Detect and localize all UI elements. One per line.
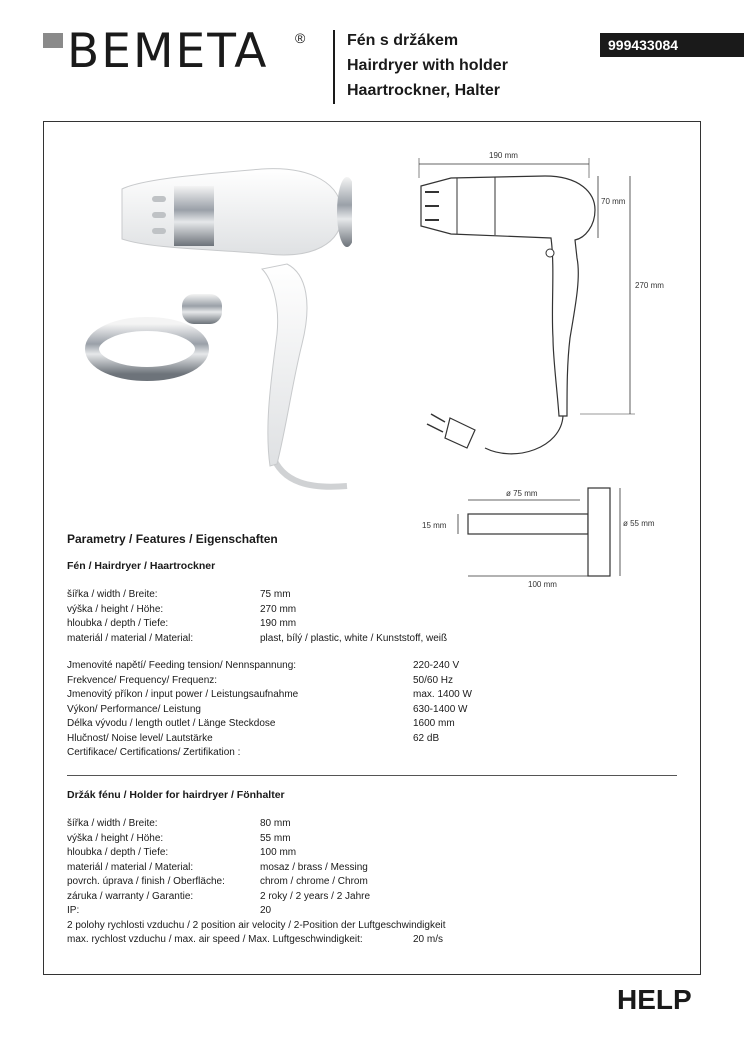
spec-key: šířka / width / Breite:	[67, 818, 158, 829]
dryer-width-label: 190 mm	[489, 151, 518, 160]
spec-value: plast, bílý / plastic, white / Kunststoff, weiß	[260, 632, 448, 644]
spec-key: Jmenovitý příkon / input power / Leistungsaufnahme	[67, 689, 299, 700]
holder-diameter-label: ø 75 mm	[506, 489, 538, 498]
spec-key: max. rychlost vzduchu / max. air speed / Max. Luftgeschwindigkeit:	[67, 934, 363, 945]
spec-value: 20	[260, 905, 272, 916]
spec-value: 50/60 Hz	[413, 674, 454, 686]
spec-value: 190 mm	[260, 618, 297, 629]
air-velocity-note: 2 polohy rychlosti vzduchu / 2 position air velocity / 2-Position der Luftgeschwindigkeit	[67, 919, 446, 931]
spec-key: hloubka / depth / Tiefe:	[67, 618, 169, 629]
spec-key: Jmenovité napětí/ Feeding tension/ Nennspannung:	[67, 660, 297, 671]
spec-value: 55 mm	[260, 832, 291, 844]
spec-value: 220-240 V	[413, 660, 460, 671]
dryer-outline	[421, 176, 595, 416]
dryer-subtitle: Fén / Hairdryer / Haartrockner	[67, 560, 216, 572]
spec-key: Frekvence/ Frequency/ Frequenz:	[67, 674, 218, 686]
spec-key: výška / height / Höhe:	[67, 832, 164, 844]
dryer-handle-photo	[262, 264, 307, 466]
title-de: Haartrockner, Halter	[347, 82, 500, 99]
plug-outline	[445, 418, 475, 448]
spec-key: Hlučnost/ Noise level/ Lautstärke	[67, 732, 213, 744]
holder-ring-height-label: 15 mm	[422, 521, 447, 530]
spec-key: Délka vývodu / length outlet / Länge Steckdose	[67, 718, 276, 729]
spec-value: chrom / chrome / Chrom	[260, 876, 368, 887]
holder-mount-photo	[182, 294, 222, 324]
title-en: Hairdryer with holder	[347, 57, 508, 74]
holder-subtitle: Držák fénu / Holder for hairdryer / Fönhalter	[67, 789, 285, 801]
title-divider	[333, 30, 335, 104]
logo-text: BEMETA	[67, 24, 269, 79]
cord-photo	[272, 454, 347, 487]
spec-key: záruka / warranty / Garantie:	[67, 890, 194, 902]
spec-key: povrch. úprava / finish / Oberfläche:	[67, 876, 225, 887]
spec-key: Výkon/ Performance/ Leistung	[67, 703, 201, 715]
logo-square	[43, 33, 63, 48]
product-code: 999433084	[600, 33, 744, 57]
help-logo: HELP	[617, 984, 692, 1015]
spec-value: 630-1400 W	[413, 703, 468, 715]
spec-key: Certifikace/ Certifications/ Zertifikation :	[67, 747, 241, 758]
spec-value: 80 mm	[260, 818, 291, 829]
nozzle-slot	[152, 196, 166, 202]
switch-button-outline	[546, 249, 554, 257]
section-divider	[67, 775, 677, 776]
holder-ring-photo	[92, 324, 202, 374]
holder-technical-drawing	[420, 482, 670, 592]
spec-value: 100 mm	[260, 847, 297, 858]
dryer-depth-label: 70 mm	[601, 197, 626, 206]
product-photo	[82, 154, 352, 494]
dryer-body-photo	[122, 169, 342, 255]
holder-length-label: 100 mm	[528, 580, 557, 589]
spec-value: max. 1400 W	[413, 689, 472, 700]
spec-key: šířka / width / Breite:	[67, 589, 158, 600]
plug-pin	[431, 414, 445, 422]
holder-ring-outline	[468, 514, 588, 534]
chrome-rear-photo	[337, 177, 352, 247]
chrome-band-photo	[174, 186, 214, 246]
spec-key: hloubka / depth / Tiefe:	[67, 847, 169, 858]
spec-value: 20 m/s	[413, 934, 444, 945]
brand-logo	[43, 24, 313, 80]
title-cz: Fén s držákem	[347, 32, 459, 49]
spec-key: výška / height / Höhe:	[67, 603, 164, 615]
holder-plate-outline	[588, 488, 610, 576]
cord-outline	[485, 416, 563, 454]
spec-value: 62 dB	[413, 732, 440, 744]
spec-key: materiál / material / Material:	[67, 632, 194, 644]
dryer-technical-drawing	[405, 148, 695, 468]
holder-plate-label: ø 55 mm	[623, 519, 655, 528]
spec-value: 1600 mm	[413, 718, 455, 729]
dryer-height-label: 270 mm	[635, 281, 664, 290]
spec-value: 75 mm	[260, 589, 291, 600]
spec-value: mosaz / brass / Messing	[260, 861, 368, 873]
product-titles	[347, 28, 508, 103]
spec-value: 2 roky / 2 years / 2 Jahre	[260, 890, 371, 902]
features-title: Parametry / Features / Eigenschaften	[67, 532, 278, 546]
spec-value: 270 mm	[260, 603, 297, 615]
nozzle-slot	[152, 228, 166, 234]
plug-pin	[427, 424, 443, 432]
nozzle-slot	[152, 212, 166, 218]
registered-mark: ®	[295, 30, 306, 46]
spec-key: IP:	[67, 905, 80, 916]
spec-key: materiál / material / Material:	[67, 861, 194, 873]
